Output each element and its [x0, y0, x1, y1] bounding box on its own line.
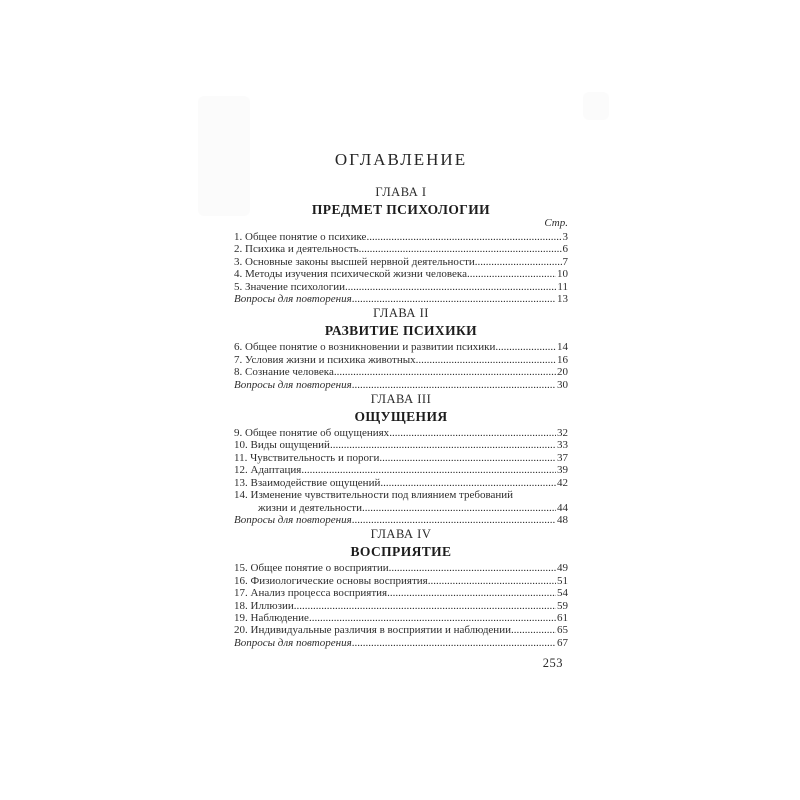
- dot-leader: [389, 562, 556, 574]
- dot-leader: [475, 256, 562, 268]
- toc-section: [234, 528, 568, 649]
- toc-entry: [234, 514, 568, 526]
- entry-page-number: 32: [557, 427, 568, 440]
- entry-page-number: 6: [562, 243, 568, 256]
- entry-page-number: 67: [557, 636, 568, 649]
- toc-entry: [234, 293, 568, 305]
- toc-entry: [234, 268, 568, 280]
- dot-leader: [380, 477, 556, 489]
- entry-page-number: 30: [557, 378, 568, 391]
- toc-entry: [234, 231, 568, 243]
- entry-text: 4. Методы изучения психической жизни человека: [234, 268, 467, 281]
- toc-entry: [234, 464, 568, 476]
- entry-text: 2. Психика и деятельность: [234, 243, 359, 256]
- toc-entry: [234, 562, 568, 574]
- entry-text: 3. Основные законы высшей нервной деятельности: [234, 255, 475, 268]
- entry-page-number: 49: [557, 562, 568, 575]
- entry-text: 15. Общее понятие о восприятии: [234, 562, 389, 575]
- entry-text: 12. Адаптация: [234, 464, 302, 477]
- entry-text: 17. Анализ процесса восприятия: [234, 587, 388, 600]
- entry-page-number: 33: [557, 439, 568, 452]
- entry-page-number: 16: [557, 353, 568, 366]
- toc-entries: [234, 341, 568, 391]
- toc-entry: [234, 600, 568, 612]
- chapter-label: ГЛАВА II: [373, 306, 429, 321]
- toc-section: [234, 307, 568, 391]
- scan-artifact: [583, 92, 609, 120]
- dot-leader: [416, 354, 556, 366]
- entry-page-number: 48: [557, 513, 568, 526]
- chapter-heading: ОЩУЩЕНИЯ: [354, 409, 448, 425]
- toc-entry: [234, 477, 568, 489]
- entry-page-number: 20: [557, 366, 568, 379]
- toc-entry: [234, 366, 568, 378]
- toc-entry: [234, 575, 568, 587]
- entry-page-number: 42: [557, 476, 568, 489]
- toc-entry: [234, 243, 568, 255]
- toc-entries: [234, 562, 568, 649]
- chapter-label: ГЛАВА I: [375, 185, 427, 199]
- entry-text: 18. Иллюзии: [234, 599, 294, 612]
- toc-entry: [234, 587, 568, 599]
- table-of-contents: [234, 150, 568, 649]
- entry-page-number: 3: [562, 231, 568, 243]
- toc-entry: [234, 341, 568, 353]
- entry-text: 1. Общее понятие о психике: [234, 231, 367, 243]
- toc-entry: [234, 256, 568, 268]
- dot-leader: [511, 624, 556, 636]
- entry-text: 5. Значение психологии: [234, 280, 346, 293]
- entry-page-number: 61: [557, 611, 568, 624]
- dot-leader: [495, 341, 556, 353]
- chapter-heading: ПРЕДМЕТ ПСИХОЛОГИИ: [311, 202, 491, 217]
- dot-leader: [359, 243, 562, 255]
- toc-entries: [234, 231, 568, 305]
- dot-leader: [352, 637, 556, 649]
- toc-entry: [234, 281, 568, 293]
- entry-page-number: 51: [557, 574, 568, 587]
- entry-text: 6. Общее понятие о возникновении и развитии психики: [234, 341, 496, 354]
- entry-text: 16. Физиологические основы восприятия: [234, 574, 428, 587]
- entry-text: 14. Изменение чувствительности под влиянием требований: [234, 489, 514, 502]
- entry-text: 9. Общее понятие об ощущениях: [234, 427, 390, 440]
- entry-text: 19. Наблюдение: [234, 611, 309, 624]
- dot-leader: [387, 587, 556, 599]
- toc-entry: [234, 354, 568, 366]
- entry-text: 10. Виды ощущений: [234, 439, 330, 452]
- toc-entry: [234, 624, 568, 636]
- toc-entry: [234, 427, 568, 439]
- entry-text: 20. Индивидуальные различия в восприятии и наблюдении: [234, 624, 511, 637]
- toc-entry: [234, 612, 568, 624]
- entry-page-number: 37: [557, 451, 568, 464]
- dot-leader: [467, 268, 556, 280]
- toc-entry: [234, 489, 568, 501]
- dot-leader: [352, 293, 556, 305]
- chapter-label: ГЛАВА III: [370, 392, 432, 407]
- entry-text: 13. Взаимодействие ощущений: [234, 476, 381, 489]
- toc-entry: [234, 379, 568, 391]
- entry-text-continuation: жизни и деятельности: [258, 501, 362, 514]
- page-title: ОГЛАВЛЕНИЕ: [334, 150, 468, 169]
- entry-text: Вопросы для повторения: [234, 636, 352, 649]
- dot-leader: [389, 427, 556, 439]
- entry-page-number: 11: [557, 280, 568, 293]
- toc-section: [234, 186, 568, 305]
- toc-sections: [234, 186, 568, 649]
- entry-text: Вопросы для повторения: [234, 293, 352, 306]
- chapter-label: ГЛАВА IV: [370, 527, 432, 542]
- toc-entry: [234, 439, 568, 451]
- entry-page-number: 39: [557, 464, 568, 477]
- toc-entries: [234, 427, 568, 526]
- dot-leader: [301, 464, 556, 476]
- entry-text: 7. Условия жизни и психика животных: [234, 353, 416, 366]
- dot-leader: [366, 231, 561, 243]
- entry-text: Вопросы для повторения: [234, 513, 352, 526]
- dot-leader: [352, 514, 556, 526]
- dot-leader: [345, 281, 556, 293]
- dot-leader: [428, 575, 556, 587]
- dot-leader: [379, 452, 556, 464]
- page-column-label: Стр.: [544, 217, 568, 229]
- chapter-heading: РАЗВИТИЕ ПСИХИКИ: [324, 323, 478, 339]
- entry-page-number: 10: [557, 268, 568, 281]
- chapter-heading: ВОСПРИЯТИЕ: [350, 544, 452, 560]
- toc-entry: [234, 637, 568, 649]
- entry-page-number: 13: [557, 293, 568, 306]
- entry-text: 8. Сознание человека: [234, 366, 334, 379]
- dot-leader: [294, 600, 556, 612]
- toc-entry-continuation: [234, 502, 568, 514]
- dot-leader: [309, 612, 556, 624]
- entry-page-number: 65: [557, 624, 568, 637]
- entry-page-number: 14: [557, 341, 568, 354]
- page-number: 253: [542, 656, 563, 670]
- entry-text: 11. Чувствительность и пороги: [234, 451, 380, 464]
- dot-leader: [334, 366, 556, 378]
- toc-section: [234, 393, 568, 526]
- dot-leader: [352, 379, 556, 391]
- entry-page-number: 59: [557, 599, 568, 612]
- entry-page-number: 54: [557, 587, 568, 600]
- toc-entry: [234, 452, 568, 464]
- dot-leader: [362, 502, 556, 514]
- entry-page-number: 44: [557, 501, 568, 514]
- dot-leader: [330, 439, 556, 451]
- entry-page-number: 7: [562, 255, 568, 268]
- entry-text: Вопросы для повторения: [234, 378, 352, 391]
